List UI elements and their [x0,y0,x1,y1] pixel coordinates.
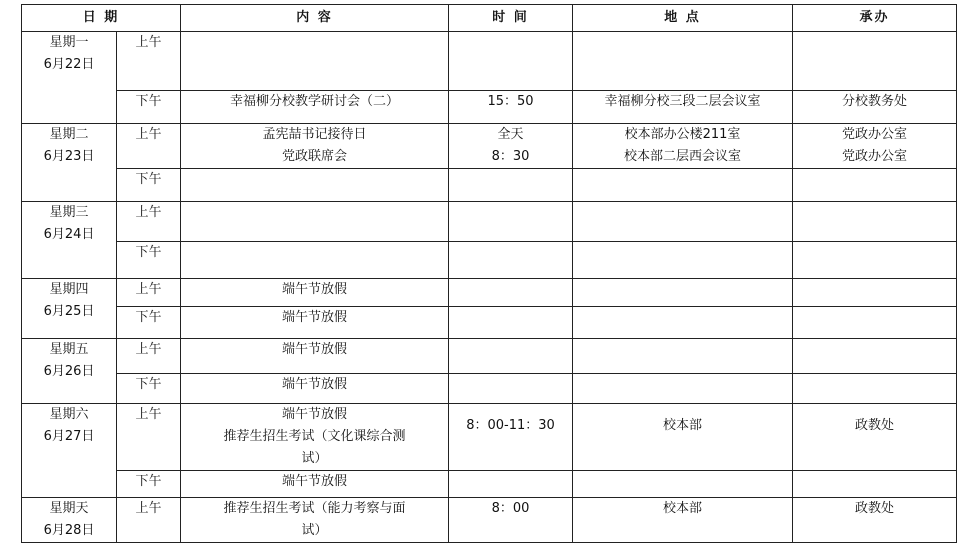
header-date: 日 期 [22,5,181,32]
time-cell-line: 8：30 [491,149,530,164]
content-cell-line: 幸福柳分校教学研讨会（二） [229,94,399,109]
place-cell [573,404,793,471]
place-cell [573,202,793,242]
content-cell [181,124,449,169]
content-cell [181,279,449,307]
host-cell [793,471,957,498]
time-cell-line: 8：00-11：30 [466,418,555,433]
content-cell [181,242,449,279]
time-cell [449,279,573,307]
place-cell [573,471,793,498]
host-cell [793,279,957,307]
half-day-label: 下午 [117,169,181,202]
content-cell-line: 端午节放假 [281,282,347,297]
header-row [22,5,957,32]
header-host: 承办 [793,5,957,32]
schedule-row [22,471,957,498]
schedule-row [22,374,957,404]
schedule-row [22,339,957,374]
content-cell-line: 端午节放假 [281,377,347,392]
time-cell [449,124,573,169]
content-cell-line: 试） [301,451,328,466]
time-cell [449,169,573,202]
content-cell [181,307,449,339]
host-cell [793,374,957,404]
content-cell [181,339,449,374]
content-cell-line: 端午节放假 [281,310,347,325]
schedule-row [22,32,957,91]
place-cell [573,307,793,339]
host-cell [793,498,957,543]
date-label: 6月28日 [43,523,95,538]
time-cell [449,242,573,279]
half-day-label: 下午 [117,307,181,339]
half-day-label: 上午 [117,124,181,169]
time-cell-line: 全天 [497,127,524,142]
header-place: 地 点 [573,5,793,32]
weekday-label: 星期二 [49,127,89,142]
time-cell [449,202,573,242]
schedule-row [22,279,957,307]
time-cell [449,471,573,498]
weekday-label: 星期一 [49,35,89,50]
place-cell [573,124,793,169]
half-day-label: 下午 [117,471,181,498]
content-cell-line: 端午节放假 [281,474,347,489]
host-cell-line: 政教处 [854,418,894,433]
place-cell-line: 校本部 [662,501,702,516]
content-cell-line: 端午节放假 [281,407,347,422]
header-time: 时 间 [449,5,573,32]
time-cell [449,32,573,91]
host-cell [793,242,957,279]
content-cell-line: 党政联席会 [281,149,347,164]
content-cell [181,374,449,404]
host-cell-line: 党政办公室 [841,149,907,164]
content-cell-line: 推荐生招生考试（文化课综合测 [223,429,406,444]
content-cell [181,91,449,124]
content-cell [181,202,449,242]
host-cell [793,202,957,242]
time-cell [449,91,573,124]
time-cell-line: 8：00 [491,501,530,516]
time-cell [449,307,573,339]
half-day-label: 上午 [117,339,181,374]
day-cell [22,404,117,498]
place-cell-line: 校本部 [662,418,702,433]
half-day-label: 上午 [117,202,181,242]
day-cell [22,498,117,543]
host-cell [793,32,957,91]
content-cell [181,498,449,543]
weekday-label: 星期六 [49,407,89,422]
day-cell [22,124,117,202]
schedule-row [22,498,957,543]
place-cell-line: 校本部办公楼211室 [624,127,741,142]
weekday-label: 星期三 [49,205,89,220]
host-cell [793,91,957,124]
day-cell [22,32,117,124]
weekday-label: 星期五 [49,342,89,357]
content-cell [181,404,449,471]
half-day-label: 上午 [117,279,181,307]
host-cell-line: 政教处 [854,501,894,516]
time-cell [449,339,573,374]
half-day-label: 上午 [117,498,181,543]
date-label: 6月27日 [43,429,95,444]
content-cell [181,32,449,91]
place-cell [573,374,793,404]
header-content: 内 容 [181,5,449,32]
schedule-row [22,202,957,242]
place-cell [573,279,793,307]
content-cell-line: 孟宪喆书记接待日 [262,127,367,142]
half-day-label: 上午 [117,32,181,91]
schedule-row [22,124,957,169]
day-cell [22,279,117,339]
place-cell [573,498,793,543]
place-cell-line: 校本部二层西会议室 [623,149,741,164]
place-cell [573,339,793,374]
half-day-label: 下午 [117,91,181,124]
time-cell-line: 15：50 [487,94,534,109]
content-cell-line: 试） [301,523,328,538]
place-cell [573,242,793,279]
weekday-label: 星期四 [49,282,89,297]
place-cell [573,169,793,202]
host-cell [793,404,957,471]
half-day-label: 上午 [117,404,181,471]
host-cell [793,339,957,374]
time-cell [449,498,573,543]
host-cell [793,169,957,202]
schedule-table [21,4,957,543]
host-cell [793,307,957,339]
schedule-row [22,404,957,471]
weekday-label: 星期天 [49,501,89,516]
half-day-label: 下午 [117,374,181,404]
day-cell [22,339,117,404]
content-cell [181,169,449,202]
schedule-row [22,242,957,279]
half-day-label: 下午 [117,242,181,279]
schedule-row [22,169,957,202]
day-cell [22,202,117,279]
schedule-row [22,307,957,339]
content-cell-line: 端午节放假 [281,342,347,357]
time-cell [449,404,573,471]
place-cell [573,91,793,124]
time-cell [449,374,573,404]
date-label: 6月22日 [43,57,95,72]
host-cell-line: 分校教务处 [841,94,907,109]
schedule-row [22,91,957,124]
date-label: 6月25日 [43,304,95,319]
date-label: 6月26日 [43,364,95,379]
date-label: 6月24日 [43,227,95,242]
content-cell [181,471,449,498]
content-cell-line: 推荐生招生考试（能力考察与面 [223,501,406,516]
place-cell [573,32,793,91]
host-cell [793,124,957,169]
date-label: 6月23日 [43,149,95,164]
place-cell-line: 幸福柳分校三段二层会议室 [604,94,761,109]
host-cell-line: 党政办公室 [841,127,907,142]
